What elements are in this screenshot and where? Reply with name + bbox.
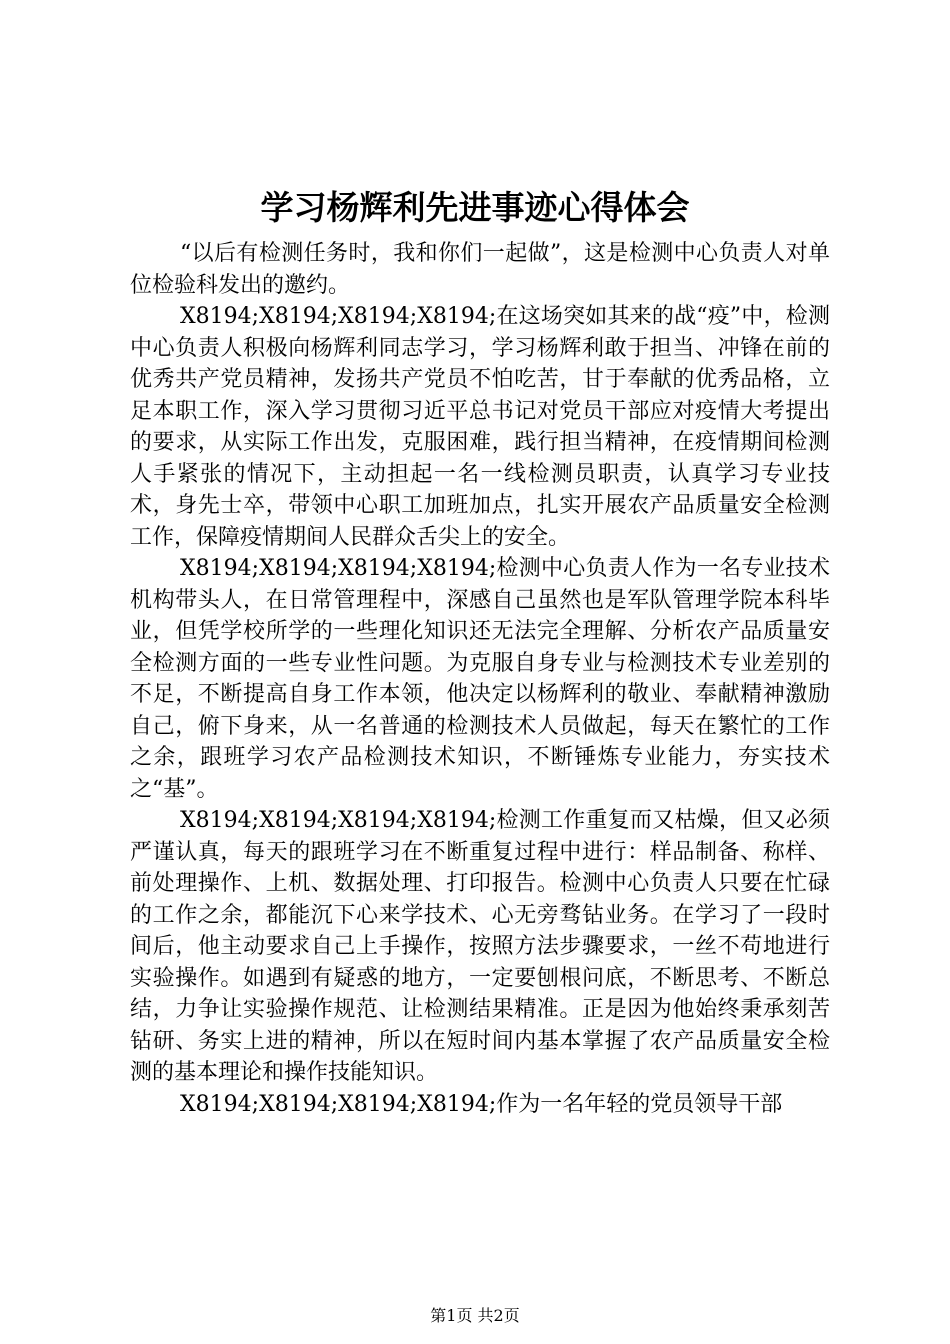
document-body — [130, 238, 830, 1120]
paragraph-2: X8194;X8194;X8194;X8194;在这场突如其来的战“疫”中，检测中心负责人积极向杨辉利同志学习，学习杨辉利敢于担当、冲锋在前的优秀共产党员精神，发扬共产党员不怕吃苦，甘于奉献的优秀品格，立足本职工作，深入学习贯彻习近平总书记对党员干部应对疫情大考提出的要求，从实际工作出发，克服困难，践行担当精神，在疫情期间检测人手紧张的情况下，主动担起一名一线检测员职责，认真学习专业技术，身先士卒，带领中心职工加班加点，扎实开展农产品质量安全检测工作，保障疫情期间人民群众舌尖上的安全。 — [130, 304, 830, 550]
page-footer: 第1页 共2页 — [430, 1306, 520, 1325]
paragraph-1: “以后有检测任务时，我和你们一起做”，这是检测中心负责人对单位检验科发出的邀约。 — [130, 241, 830, 298]
paragraph-3: X8194;X8194;X8194;X8194;检测中心负责人作为一名专业技术机构带头人，在日常管理程中，深感自己虽然也是军队管理学院本科毕业，但凭学校所学的一些理化知识还无法完全理解、分析农产品质量安全检测方面的一些专业性问题。为克服自身专业与检测技术专业差别的不足，不断提高自身工作本领，他决定以杨辉利的敬业、奉献精神激励自己，俯下身来，从一名普通的检测技术人员做起，每天在繁忙的工作之余，跟班学习农产品检测技术知识，不断锤炼专业能力，夯实技术之“基”。 — [130, 556, 830, 802]
document-title: 学习杨辉利先进事迹心得体会 — [260, 188, 690, 227]
paragraph-4: X8194;X8194;X8194;X8194;检测工作重复而又枯燥，但又必须严谨认真，每天的跟班学习在不断重复过程中进行：样品制备、称样、前处理操作、上机、数据处理、打印报告。检测中心负责人只要在忙碌的工作之余，都能沉下心来学技术、心无旁骛钻业务。在学习了一段时间后，他主动要求自己上手操作，按照方法步骤要求，一丝不苟地进行实验操作。如遇到有疑惑的地方，一定要刨根问底，不断思考、不断总结，力争让实验操作规范、让检测结果精准。正是因为他始终秉承刻苦钻研、务实上进的精神，所以在短时间内基本掌握了农产品质量安全检测的基本理论和操作技能知识。 — [130, 808, 830, 1085]
paragraph-5: X8194;X8194;X8194;X8194;作为一名年轻的党员领导干部 — [180, 1091, 783, 1117]
